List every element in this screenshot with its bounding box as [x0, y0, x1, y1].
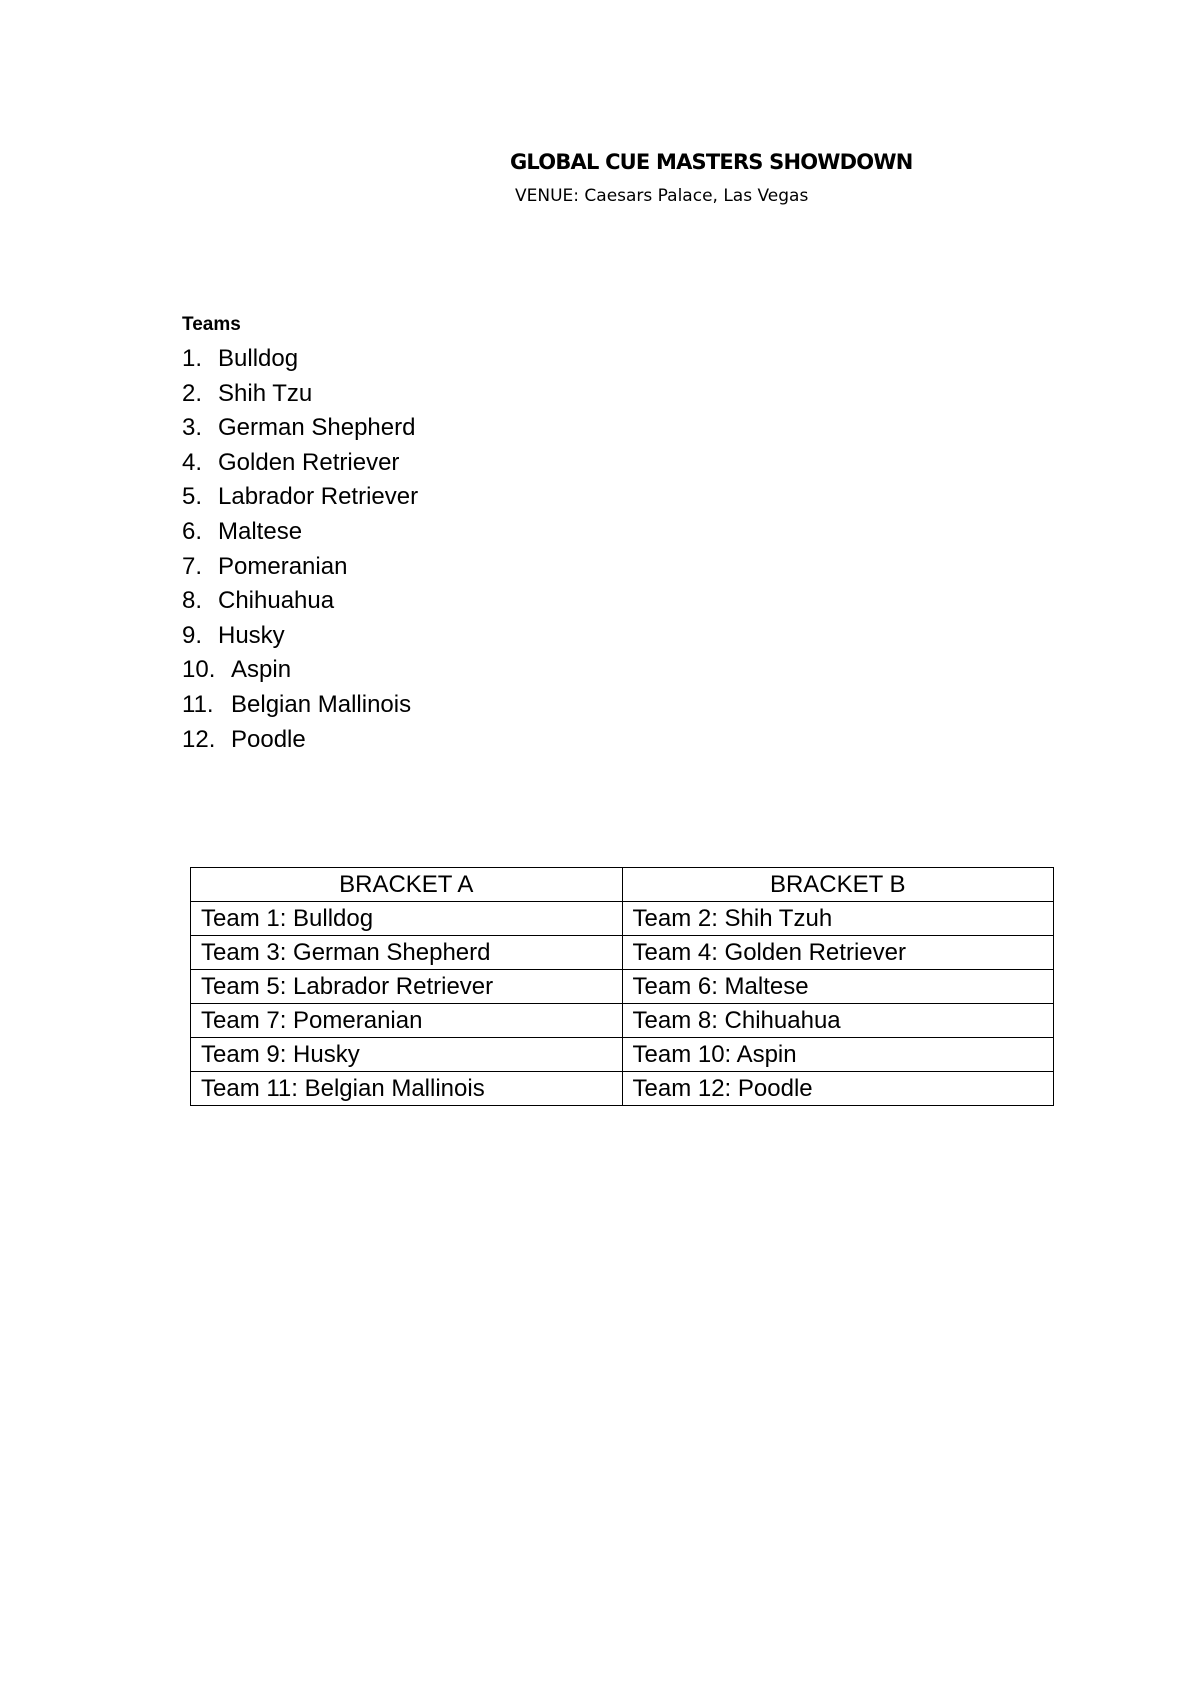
list-item-number: 11.	[182, 690, 214, 718]
list-item	[182, 446, 418, 481]
list-item	[182, 342, 418, 377]
list-item-name: Pomeranian	[218, 552, 348, 580]
list-item	[182, 723, 418, 758]
list-item-name: Shih Tzu	[218, 379, 313, 407]
list-item	[182, 653, 418, 688]
bracket-table	[190, 867, 1054, 1106]
list-item-name: Labrador Retriever	[218, 483, 419, 511]
list-item	[182, 377, 418, 412]
table-row	[191, 1004, 1054, 1038]
table-header-row	[191, 868, 1054, 902]
list-item	[182, 619, 418, 654]
table-row	[191, 902, 1054, 936]
list-item	[182, 411, 418, 446]
list-item	[182, 688, 418, 723]
list-item-name: Chihuahua	[218, 587, 335, 615]
list-item-number: 5.	[182, 483, 203, 511]
table-cell: Team 12: Poodle	[622, 1072, 1054, 1106]
bracket-b-header: BRACKET B	[622, 868, 1054, 902]
list-item-number: 12.	[182, 725, 216, 753]
list-item-number: 3.	[182, 414, 203, 442]
list-item-number: 2.	[182, 379, 203, 407]
table-row	[191, 1038, 1054, 1072]
list-item	[182, 550, 418, 585]
list-item-number: 6.	[182, 517, 203, 545]
list-item-name: Husky	[218, 621, 285, 649]
teams-heading: Teams	[182, 314, 241, 335]
list-item-number: 1.	[182, 345, 203, 372]
table-row	[191, 936, 1054, 970]
list-item-name: Bulldog	[218, 345, 299, 372]
list-item	[182, 515, 418, 550]
table-cell: Team 9: Husky	[191, 1038, 623, 1072]
list-item-name: Maltese	[218, 517, 303, 545]
table-cell: Team 11: Belgian Mallinois	[191, 1072, 623, 1106]
list-item-number: 9.	[182, 621, 203, 649]
bracket-a-header: BRACKET A	[191, 868, 623, 902]
table-cell: Team 4: Golden Retriever	[622, 936, 1054, 970]
table-row	[191, 970, 1054, 1004]
table-cell: Team 1: Bulldog	[191, 902, 623, 936]
document-title: GLOBAL CUE MASTERS SHOWDOWN	[510, 150, 913, 174]
table-row	[191, 1072, 1054, 1106]
list-item-number: 8.	[182, 587, 203, 615]
list-item-name: Poodle	[231, 725, 306, 753]
list-item-number: 4.	[182, 448, 203, 476]
table-cell: Team 6: Maltese	[622, 970, 1054, 1004]
list-item-name: Golden Retriever	[218, 448, 400, 476]
table-cell: Team 8: Chihuahua	[622, 1004, 1054, 1038]
venue-line: VENUE: Caesars Palace, Las Vegas	[515, 186, 809, 206]
list-item-name: German Shepherd	[218, 414, 416, 442]
table-cell: Team 7: Pomeranian	[191, 1004, 623, 1038]
table-cell: Team 2: Shih Tzuh	[622, 902, 1054, 936]
table-cell: Team 3: German Shepherd	[191, 936, 623, 970]
table-cell: Team 5: Labrador Retriever	[191, 970, 623, 1004]
list-item-number: 10.	[182, 656, 216, 684]
list-item	[182, 584, 418, 619]
list-item	[182, 480, 418, 515]
list-item-number: 7.	[182, 552, 203, 580]
list-item-name: Aspin	[231, 656, 292, 684]
table-cell: Team 10: Aspin	[622, 1038, 1054, 1072]
teams-list	[182, 342, 418, 757]
list-item-name: Belgian Mallinois	[231, 690, 412, 718]
